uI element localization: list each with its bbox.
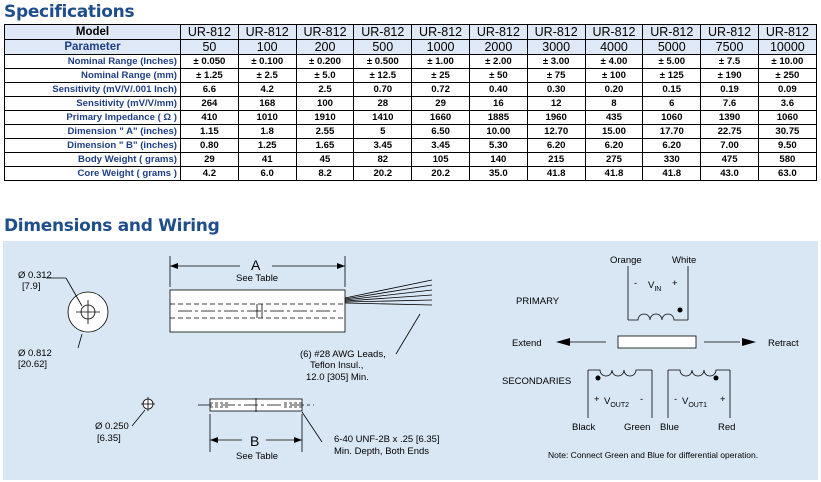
table-cell: 6.6 — [181, 83, 239, 97]
dim-b-arrow-right — [294, 437, 302, 443]
table-cell: 29 — [412, 97, 470, 111]
table-cell: 2.55 — [296, 125, 354, 139]
secondary1-coil — [668, 370, 730, 376]
table-cell: ± 5.0 — [296, 69, 354, 83]
primary-coil — [628, 314, 688, 320]
wire-blue-label: Blue — [660, 422, 680, 433]
extend-label: Extend — [512, 338, 542, 349]
table-cell: 63.0 — [758, 167, 816, 181]
row-label: Dimension " A" (inches) — [5, 125, 181, 139]
dim-a-letter: A — [251, 257, 261, 273]
header-model-label: Model — [5, 25, 181, 40]
table-cell: 0.30 — [527, 83, 585, 97]
table-cell: 275 — [585, 153, 643, 167]
lead-wires — [345, 280, 432, 305]
model-name-cell: UR-812 — [181, 25, 239, 40]
row-label: Core Weight ( grams ) — [5, 167, 181, 181]
table-cell: ± 0.200 — [296, 55, 354, 69]
dim-b-note: See Table — [236, 451, 279, 462]
table-cell: 0.15 — [643, 83, 701, 97]
table-cell: 30.75 — [758, 125, 816, 139]
model-size-cell: 4000 — [585, 40, 643, 55]
table-cell: ± 125 — [643, 69, 701, 83]
table-cell: 20.2 — [412, 167, 470, 181]
table-cell: 0.72 — [412, 83, 470, 97]
table-cell: ± 12.5 — [354, 69, 412, 83]
table-cell: ± 2.00 — [469, 55, 527, 69]
table-cell: 0.70 — [354, 83, 412, 97]
model-name-cell: UR-812 — [701, 25, 759, 40]
secondaries-label: SECONDARIES — [502, 376, 572, 387]
dim-b-arrow-left — [210, 437, 218, 443]
table-cell: ± 0.500 — [354, 55, 412, 69]
leads-line-2: Teflon Insul., — [310, 360, 364, 371]
table-cell: 0.40 — [469, 83, 527, 97]
dim-b-letter: B — [250, 433, 260, 449]
core-dia-leader — [132, 410, 145, 426]
model-name-cell: UR-812 — [354, 25, 412, 40]
table-cell: 4.2 — [238, 83, 296, 97]
table-cell: 0.19 — [701, 83, 759, 97]
vout1-label: $V_{OUT1}$ — [682, 396, 708, 409]
table-cell: 41 — [238, 153, 296, 167]
table-cell: 1390 — [701, 111, 759, 125]
table-cell: 6.50 — [412, 125, 470, 139]
model-name-cell: UR-812 — [585, 25, 643, 40]
table-cell: 8.2 — [296, 167, 354, 181]
vout1-plus: + — [720, 394, 726, 405]
primary-label: PRIMARY — [516, 296, 560, 307]
vout2-label: $V_{OUT2}$ — [604, 396, 630, 409]
table-cell: 41.8 — [527, 167, 585, 181]
table-cell: 8 — [585, 97, 643, 111]
table-cell: 435 — [585, 111, 643, 125]
table-cell: 580 — [758, 153, 816, 167]
table-cell: ± 190 — [701, 69, 759, 83]
vout2-minus: - — [640, 394, 644, 405]
model-size-cell: 5000 — [643, 40, 701, 55]
table-cell: 6.0 — [238, 167, 296, 181]
model-name-cell: UR-812 — [412, 25, 470, 40]
table-cell: 1.15 — [181, 125, 239, 139]
table-cell: ± 4.00 — [585, 55, 643, 69]
dia-body-leader — [78, 334, 82, 348]
model-name-cell: UR-812 — [469, 25, 527, 40]
core-bar — [618, 336, 696, 348]
table-cell: 1010 — [238, 111, 296, 125]
table-cell: ± 10.00 — [758, 55, 816, 69]
table-cell: ± 1.00 — [412, 55, 470, 69]
table-cell: 41.8 — [643, 167, 701, 181]
table-cell: ± 0.100 — [238, 55, 296, 69]
retract-label: Retract — [768, 338, 799, 349]
table-cell: ± 3.00 — [527, 55, 585, 69]
table-cell: 410 — [181, 111, 239, 125]
table-cell: 1.25 — [238, 139, 296, 153]
table-cell: 168 — [238, 97, 296, 111]
dim-a-arrow-right — [337, 263, 345, 269]
table-cell: 28 — [354, 97, 412, 111]
table-cell: 7.6 — [701, 97, 759, 111]
vout1-minus: - — [674, 394, 678, 405]
table-cell: ± 1.25 — [181, 69, 239, 83]
table-cell: 6.20 — [643, 139, 701, 153]
dimensions-heading: Dimensions and Wiring — [4, 216, 220, 236]
table-cell: 6.20 — [527, 139, 585, 153]
table-cell: 1060 — [758, 111, 816, 125]
primary-dot — [678, 308, 683, 313]
table-cell: 9.50 — [758, 139, 816, 153]
model-size-cell: 200 — [296, 40, 354, 55]
model-size-cell: 2000 — [469, 40, 527, 55]
model-size-cell: 1000 — [412, 40, 470, 55]
table-cell: 20.2 — [354, 167, 412, 181]
dia-outer-mm: [7.9] — [22, 281, 41, 292]
table-cell: 1960 — [527, 111, 585, 125]
table-cell: 0.20 — [585, 83, 643, 97]
dim-a-arrow-left — [170, 263, 178, 269]
row-label: Primary Impedance ( Ω ) — [5, 111, 181, 125]
table-cell: ± 25 — [412, 69, 470, 83]
vin-minus: - — [634, 278, 638, 289]
table-cell: ± 0.050 — [181, 55, 239, 69]
table-cell: 3.45 — [412, 139, 470, 153]
model-size-cell: 50 — [181, 40, 239, 55]
table-cell: 264 — [181, 97, 239, 111]
table-cell: 82 — [354, 153, 412, 167]
table-cell: 140 — [469, 153, 527, 167]
table-cell: 330 — [643, 153, 701, 167]
table-cell: 1410 — [354, 111, 412, 125]
table-cell: 2.5 — [296, 83, 354, 97]
extend-arrowhead — [556, 338, 570, 346]
leads-leader — [396, 314, 420, 354]
vin-label: $V_{IN}$ — [648, 280, 662, 293]
wiring-note: Note: Connect Green and Blue for differential operation. — [548, 450, 759, 460]
header-parameter-label: Parameter — [5, 40, 181, 55]
model-name-cell: UR-812 — [527, 25, 585, 40]
model-name-cell: UR-812 — [238, 25, 296, 40]
dia-body-mm: [20.62] — [18, 359, 48, 370]
table-cell: 41.8 — [585, 167, 643, 181]
row-label: Sensitivity (mV/V/.001 Inch) — [5, 83, 181, 97]
row-label: Body Weight ( grams) — [5, 153, 181, 167]
table-cell: 1660 — [412, 111, 470, 125]
vin-plus: + — [672, 278, 678, 289]
table-cell: 16 — [469, 97, 527, 111]
row-label: Dimension " B" (inches) — [5, 139, 181, 153]
model-size-cell: 10000 — [758, 40, 816, 55]
model-name-cell: UR-812 — [643, 25, 701, 40]
table-cell: ± 100 — [585, 69, 643, 83]
row-label: Nominal Range (mm) — [5, 69, 181, 83]
table-cell: 15.00 — [585, 125, 643, 139]
table-cell: ± 2.5 — [238, 69, 296, 83]
table-cell: 475 — [701, 153, 759, 167]
table-cell: 0.80 — [181, 139, 239, 153]
table-cell: 17.70 — [643, 125, 701, 139]
table-cell: 10.00 — [469, 125, 527, 139]
wire-red-label: Red — [718, 422, 736, 433]
model-name-cell: UR-812 — [296, 25, 354, 40]
dia-outer-in: Ø 0.312 — [18, 270, 52, 281]
wire-black-label: Black — [572, 422, 596, 433]
wire-white-label: White — [672, 255, 697, 266]
leads-line-1: (6) #28 AWG Leads, — [300, 349, 386, 360]
table-cell: 5.30 — [469, 139, 527, 153]
wire-green-label: Green — [624, 422, 651, 433]
table-cell: 45 — [296, 153, 354, 167]
thread-leader — [302, 412, 322, 442]
table-cell: 0.09 — [758, 83, 816, 97]
table-cell: ± 5.00 — [643, 55, 701, 69]
table-cell: 7.00 — [701, 139, 759, 153]
table-cell: 100 — [296, 97, 354, 111]
table-cell: 6 — [643, 97, 701, 111]
model-size-cell: 3000 — [527, 40, 585, 55]
table-cell: ± 7.5 — [701, 55, 759, 69]
table-cell: ± 75 — [527, 69, 585, 83]
table-cell: 6.20 — [585, 139, 643, 153]
table-cell: 1.65 — [296, 139, 354, 153]
table-cell: 4.2 — [181, 167, 239, 181]
table-cell: 22.75 — [701, 125, 759, 139]
table-cell: 12.70 — [527, 125, 585, 139]
table-cell: ± 50 — [469, 69, 527, 83]
model-size-cell: 100 — [238, 40, 296, 55]
table-cell: 105 — [412, 153, 470, 167]
table-cell: 29 — [181, 153, 239, 167]
dim-a-note: See Table — [236, 273, 279, 284]
wire-orange-label: Orange — [610, 255, 642, 266]
table-cell: 35.0 — [469, 167, 527, 181]
model-name-cell: UR-812 — [758, 25, 816, 40]
leads-line-3: 12.0 [305] Min. — [306, 372, 369, 383]
table-cell: 215 — [527, 153, 585, 167]
thread-line-1: 6-40 UNF-2B x .25 [6.35] — [334, 434, 440, 445]
table-cell: 12 — [527, 97, 585, 111]
secondary2-dot — [596, 376, 601, 381]
row-label: Sensitivity (mV/V/mm) — [5, 97, 181, 111]
table-cell: ± 250 — [758, 69, 816, 83]
row-label: Nominal Range (Inches) — [5, 55, 181, 69]
table-cell: 1910 — [296, 111, 354, 125]
vout2-plus: + — [594, 394, 600, 405]
table-cell: 1.8 — [238, 125, 296, 139]
thread-line-2: Min. Depth, Both Ends — [334, 446, 430, 457]
secondary2-coil — [588, 370, 652, 376]
secondary1-dot — [714, 376, 719, 381]
specifications-heading: Specifications — [4, 2, 135, 22]
dia-core-in: Ø 0.250 — [95, 421, 129, 432]
table-cell: 3.6 — [758, 97, 816, 111]
model-size-cell: 500 — [354, 40, 412, 55]
table-cell: 5 — [354, 125, 412, 139]
table-cell: 1885 — [469, 111, 527, 125]
retract-arrowhead — [742, 338, 756, 346]
dia-core-mm: [6.35] — [97, 433, 121, 444]
dia-body-in: Ø 0.812 — [18, 348, 52, 359]
table-cell: 3.45 — [354, 139, 412, 153]
table-cell: 43.0 — [701, 167, 759, 181]
model-size-cell: 7500 — [701, 40, 759, 55]
table-cell: 1060 — [643, 111, 701, 125]
